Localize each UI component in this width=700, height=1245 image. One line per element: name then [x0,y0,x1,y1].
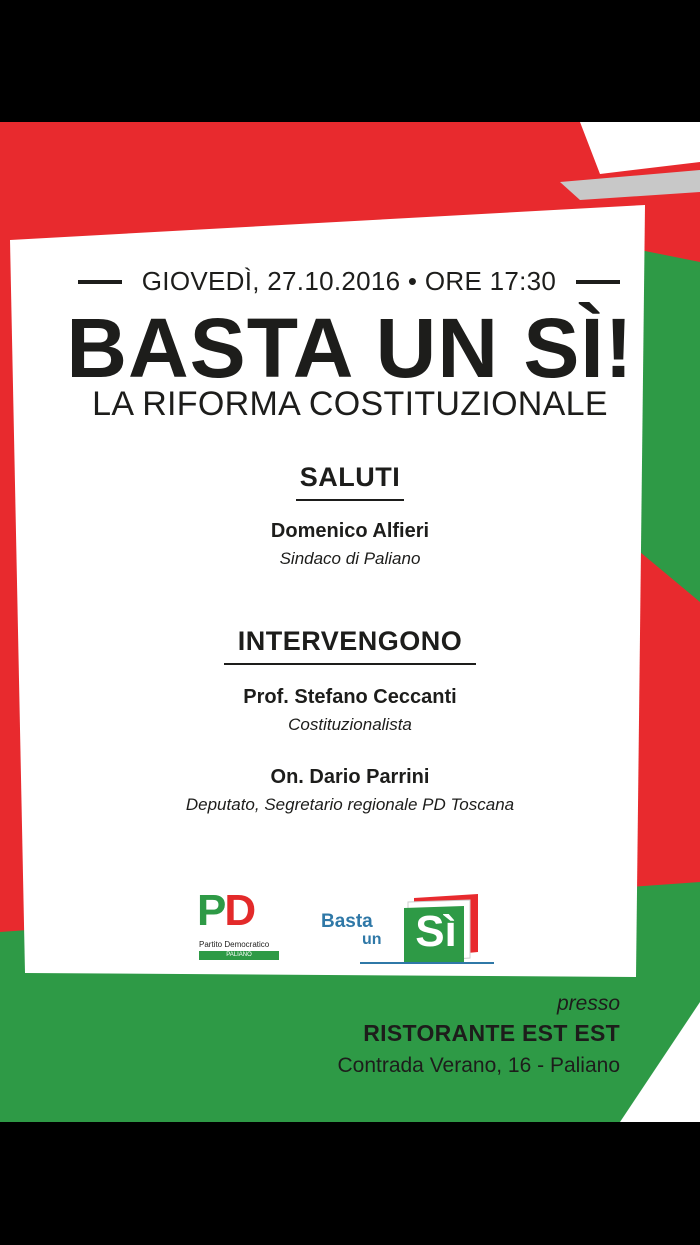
speaker-role: Costituzionalista [288,715,412,734]
main-title: BASTA UN SÌ! [66,301,634,395]
logo-word-un: un [362,931,382,948]
speaker-name: On. Dario Parrini [270,766,430,788]
left-dash [78,280,122,284]
event-date-time: GIOVEDÌ, 27.10.2016 • ORE 17:30 [141,266,557,296]
venue-presso: presso [556,992,620,1015]
pd-logo [197,886,281,966]
intervengono-heading [0,626,700,665]
venue-address: Contrada Verano, 16 - Paliano [337,1054,620,1077]
venue-name: RISTORANTE EST EST [363,1020,620,1046]
right-dash [576,280,620,284]
logo-word-basta: Basta [321,911,373,932]
pd-logo-subcaption: PALIANO [199,951,279,960]
saluti-heading [0,462,700,501]
pd-letter-p: P [197,886,225,935]
speaker-role: Deputato, Segretario regionale PD Toscana [185,795,515,814]
pd-logo-letters [197,886,254,936]
event-poster [0,122,700,1122]
speaker-name: Domenico Alfieri [270,520,430,542]
date-line [78,266,620,297]
speaker-role: Sindaco di Paliano [279,549,421,568]
subtitle: LA RIFORMA COSTITUZIONALE [92,385,608,423]
saluti-heading-text: SALUTI [296,462,404,501]
speaker-name: Prof. Stefano Ceccanti [243,686,457,708]
pd-letter-d: D [224,886,255,935]
pd-logo-caption: Partito Democratico [199,940,270,949]
intervengono-heading-text: INTERVENGONO [224,626,476,665]
basta-un-si-logo [318,888,498,968]
logo-word-si: Sì [415,907,457,956]
